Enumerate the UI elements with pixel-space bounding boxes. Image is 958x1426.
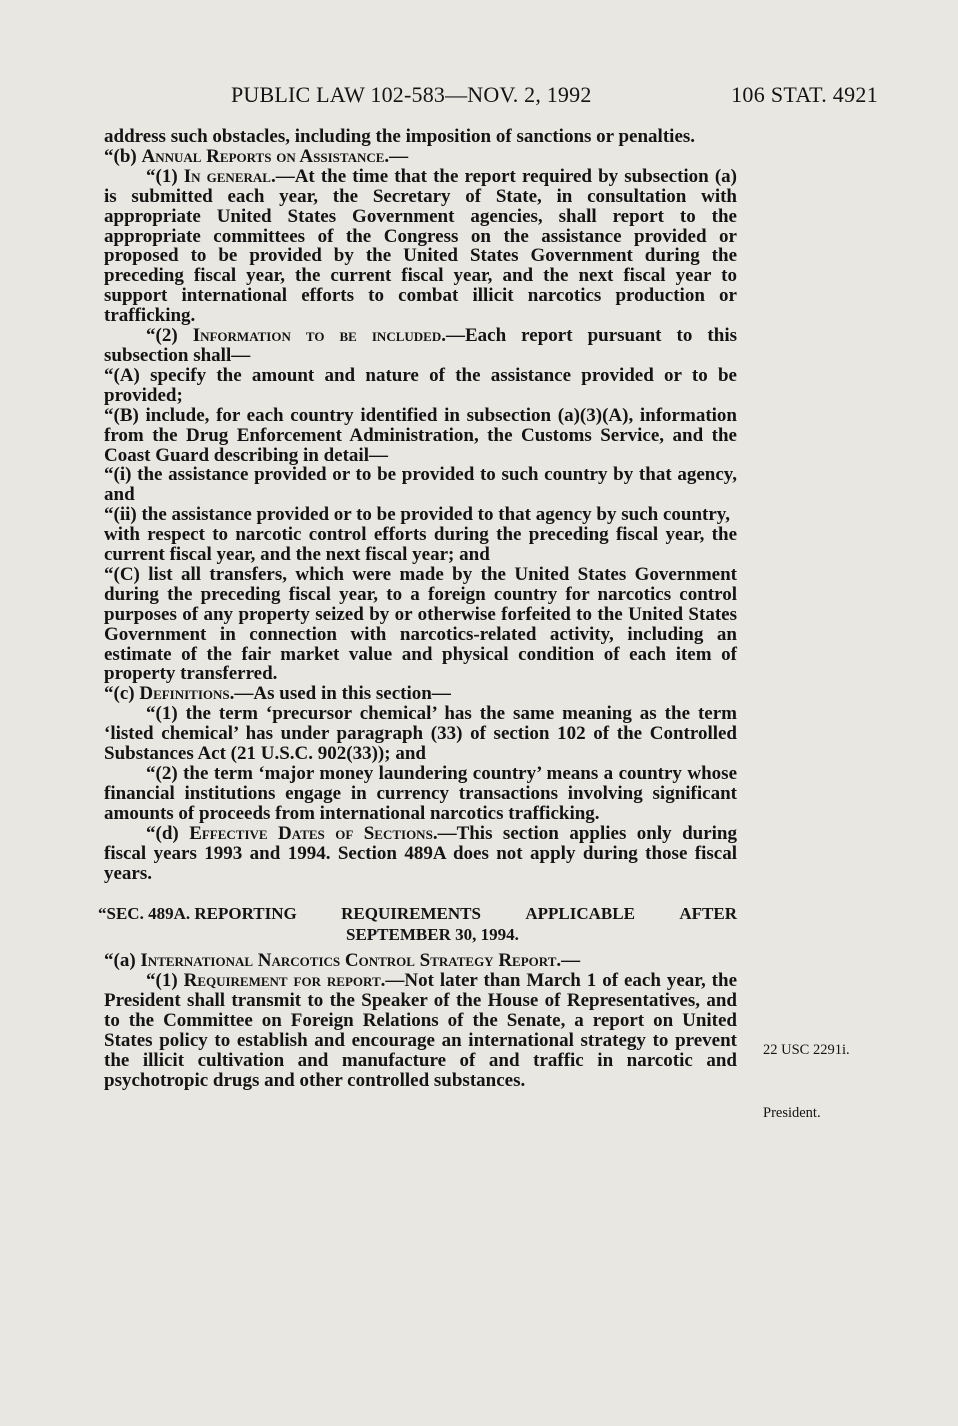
paragraph-b2: “(2) Information to be included.—Each report pursuant to this subsection shall—	[104, 325, 737, 366]
paragraph-continuation: address such obstacles, including the imposition of sanctions or penalties.	[104, 126, 696, 147]
margin-note-president: President.	[763, 1105, 821, 1121]
body-text	[98, 126, 737, 1091]
section-489A-heading	[98, 903, 737, 945]
definition-2: “(2) the term ‘major money laundering country’ means a country whose financial institutions engage in currency transactions involving significant amounts of proceeds from international narcotics trafficking.	[104, 763, 737, 824]
clause-i: “(i) the assistance provided or to be provided to such country by that agency, and	[104, 464, 737, 506]
section-heading-word: REQUIREMENTS	[341, 904, 481, 924]
stat-citation: 106 STAT. 4921	[731, 82, 878, 107]
subparagraph-b2-C: “(C) list all transfers, which were made by the United States Government during the preceding fiscal year, to a foreign country for narcotics control purposes of any property seized by or otherwise forfeited to the United States Government in connection with narcotics-related activity, including an estimate of the fair market value and physical condition of each item of property transferred.	[104, 563, 737, 685]
subparagraph-b2-B-tail: with respect to narcotic control efforts during the preceding fiscal year, the current fiscal year, and the next fiscal year; and	[104, 524, 737, 566]
subparagraph-b2-A: “(A) specify the amount and nature of the assistance provided or to be provided;	[104, 364, 737, 406]
subsection-b-heading: “(b) Annual Reports on Assistance.—	[104, 145, 409, 167]
section-heading-word: APPLICABLE	[525, 904, 635, 924]
subsection-a-heading: “(a) International Narcotics Control Strategy Report.—	[104, 950, 581, 972]
clause-ii: “(ii) the assistance provided or to be provided to that agency by such country,	[104, 504, 730, 526]
paragraph-a1: “(1) Requirement for report.—Not later than March 1 of each year, the President shall transmit to the Speaker of the House of Representatives, and to the Committee on Foreign Relations of the Senate, a report on United States policy to establish and encourage an international strategy to prevent the illicit cultivation and manufacture of and traffic in narcotic and psychotropic drugs and other controlled substances.	[104, 970, 737, 1091]
section-spacer	[104, 883, 737, 903]
paragraph-b1: “(1) In general.—At the time that the report required by subsection (a) is submitted each year, the Secretary of State, in consultation with appropriate United States Government agencies, shall report to the appropriate committees of the Congress on the assistance provided or proposed to be provided by the United States Government during the preceding fiscal year, the current fiscal year, and the next fiscal year to support international efforts to combat illicit narcotics production or trafficking.	[104, 165, 737, 327]
page-header	[0, 82, 958, 112]
section-heading-word: “SEC. 489A. REPORTING	[98, 904, 297, 924]
section-heading-line2: SEPTEMBER 30, 1994.	[346, 925, 519, 945]
subsection-c-heading: “(c) Definitions.—As used in this section—	[104, 683, 451, 705]
subparagraph-b2-B: “(B) include, for each country identified in subsection (a)(3)(A), information from the Drug Enforcement Administration, the Customs Service, and the Coast Guard describing in detail—	[104, 404, 737, 466]
law-title: PUBLIC LAW 102-583—NOV. 2, 1992	[231, 82, 592, 107]
definition-1: “(1) the term ‘precursor chemical’ has the same meaning as the term ‘listed chemical’ has under paragraph (33) of section 102 of the Controlled Substances Act (21 U.S.C. 902(33)); and	[104, 703, 737, 765]
subsection-d: “(d) Effective Dates of Sections.—This section applies only during fiscal years 1993 and 1994. Section 489A does not apply during those fiscal years.	[104, 822, 737, 884]
section-heading-word: AFTER	[679, 904, 737, 924]
margin-note-usc: 22 USC 2291i.	[763, 1042, 850, 1058]
